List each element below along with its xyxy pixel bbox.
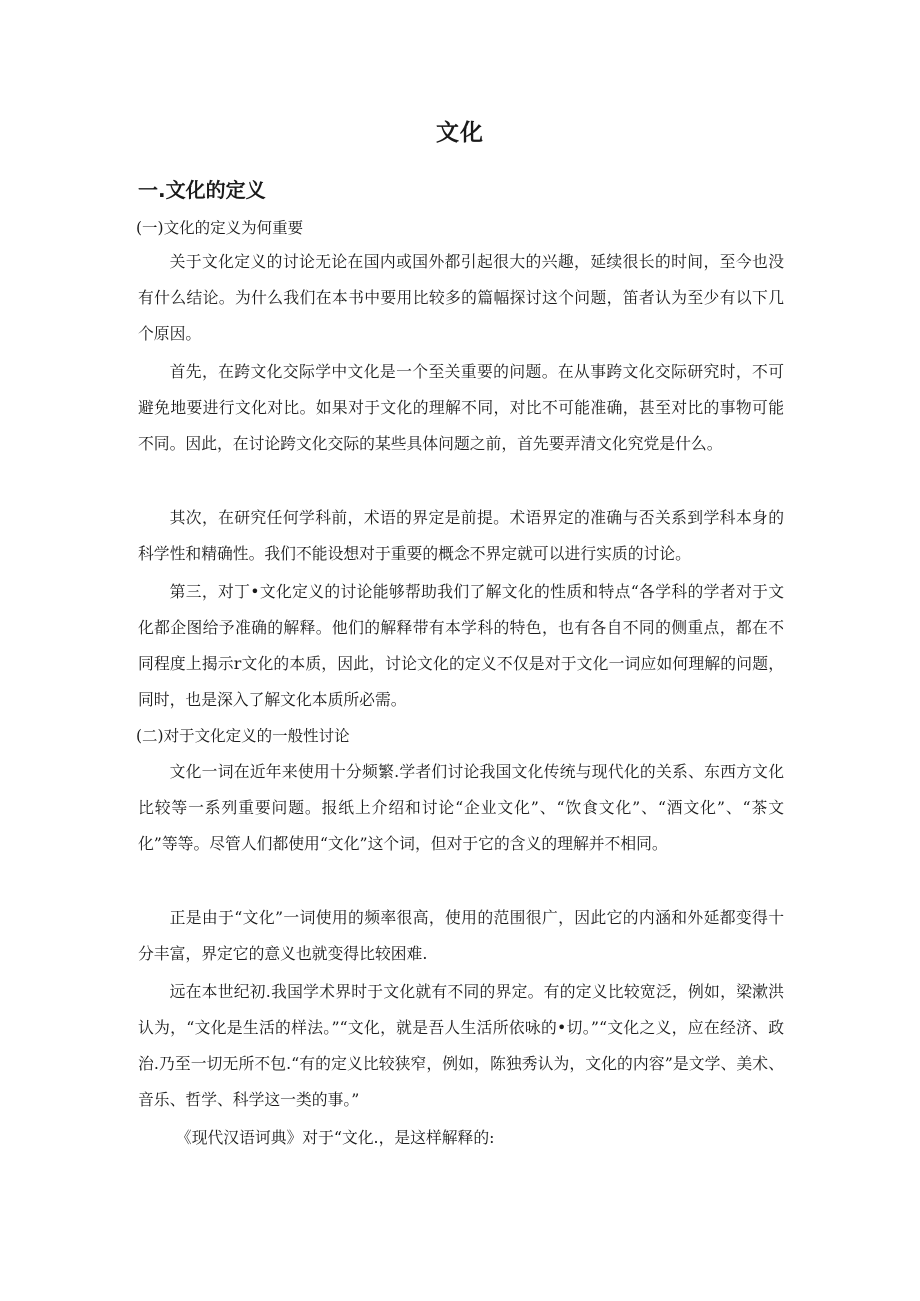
subsection-heading-1: (一)文化的定义为何重要 bbox=[136, 219, 304, 237]
paragraph: 正是由于“文化”一词使用的频率很高，使用的范围很广，因此它的内涵和外延都变得十分丰富，界定它的意义也就变得比较困难. bbox=[138, 908, 784, 963]
paragraph: 文化一词在近年来使用十分频繁.学者们讨论我国文化传统与现代化的关系、东西方文化比较等一系列重要问题。报纸上介绍和讨论“企业文化”、“饮食文化”、“酒文化”、“茶文化”等等。尽管人们都使用“文化”这个词，但对于它的含义的理解并不相同。 bbox=[138, 762, 784, 853]
paragraph: 《现代汉语诃典》对于“文化.，是这样解释的: bbox=[175, 1128, 495, 1147]
document-title: 文化 bbox=[436, 120, 484, 146]
paragraph: 关于文化定义的讨论无论在国内或国外都引起很大的兴趣，延续很长的时间，至今也没有什么结论。为什么我们在本书中要用比较多的篇幅探讨这个问题，笛者认为至少有以下几个原因。 bbox=[138, 252, 784, 343]
paragraph: 首先，在跨文化交际学中文化是一个至关重要的问题。在从事跨文化交际研究时，不可避免地要进行文化对比。如果对于文化的理解不同，对比不可能准确，甚至对比的事物可能不同。因此，在讨论跨文化交际的某些具体问题之前，首先要弄清文化究党是什么。 bbox=[138, 362, 784, 453]
subsection-heading-2: (二)对于文化定义的一般性讨论 bbox=[136, 727, 350, 745]
paragraph: 第三，对丁•文化定义的讨论能够帮助我们了解文化的性质和特点“各学科的学者对于文化都企图给予准确的解释。他们的解释带有本学科的特色，也有各自不同的侧重点，都在不同程度上揭示r文化的本质，因此，讨论文化的定义不仅是对于文化一词应如何理解的问题，同时，也是深入了解文化本质所必需。 bbox=[138, 582, 784, 709]
paragraph: 远在本世纪初.我国学术界时于文化就有不同的界定。有的定义比较宽泛，例如，梁漱洪认为，“文化是生活的样法。”“文化，就是吾人生活所依咏的•切。”“文化之义，应在经济、政治.乃至一切无所不包.“有的定义比较狭窄，例如，陈独秀认为，文化的内容”是文学、美术、音乐、哲学、科学这一类的事。” bbox=[138, 982, 784, 1109]
paragraph: 其次，在研究任何学科前，术语的界定是前提。术语界定的准确与否关系到学科本身的科学性和精确性。我们不能设想对于重要的概念不界定就可以进行实质的讨论。 bbox=[138, 508, 784, 563]
section-heading: 一.文化的定义 bbox=[138, 178, 266, 202]
